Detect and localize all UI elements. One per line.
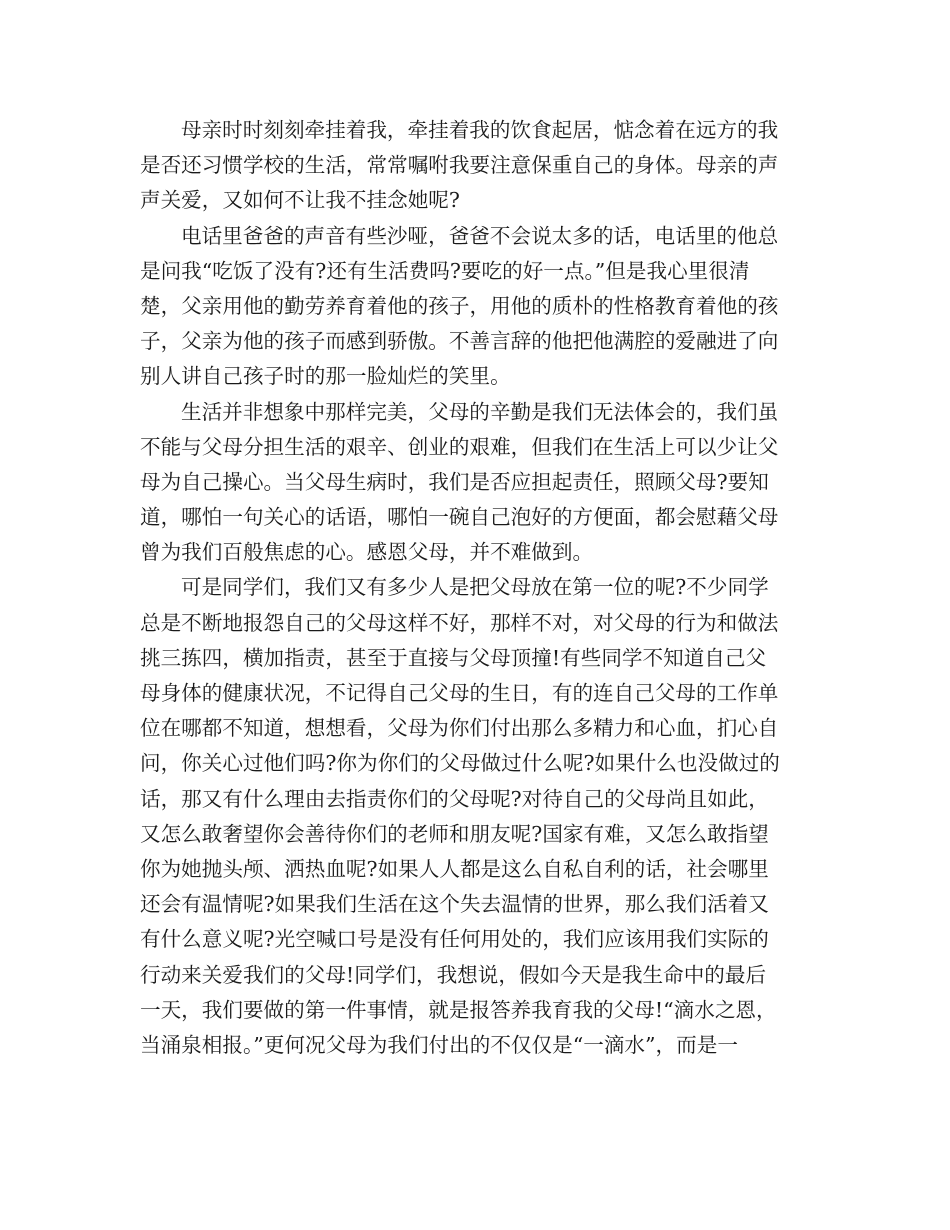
text-line: 电话里爸爸的声音有些沙哑，爸爸不会说太多的话，电话里的他总 [181, 223, 779, 248]
text-line: 楚，父亲用他的勤劳养育着他的孩子，用他的质朴的性格教育着他的孩 [140, 293, 779, 318]
text-line: 子，父亲为他的孩子而感到骄傲。不善言辞的他把他满腔的爱融进了向 [140, 329, 779, 354]
text-line: 可是同学们，我们又有多少人是把父母放在第一位的呢?不少同学 [181, 575, 769, 600]
text-line: 话，那又有什么理由去指责你们的父母呢?对待自己的父母尚且如此， [140, 786, 769, 811]
paragraph [140, 395, 816, 571]
document-page [140, 113, 816, 1063]
text-line: 总是不断地报怨自己的父母这样不好，那样不对，对父母的行为和做法 [140, 610, 779, 635]
text-line: 生活并非想象中那样完美，父母的辛勤是我们无法体会的，我们虽 [181, 399, 779, 424]
text-line: 不能与父母分担生活的艰辛、创业的艰难，但我们在生活上可以少让父 [140, 434, 779, 459]
text-line: 道，哪怕一句关心的话语，哪怕一碗自己泡好的方便面，都会慰藉父母 [140, 505, 779, 530]
text-line: 有什么意义呢?光空喊口号是没有任何用处的，我们应该用我们实际的 [140, 927, 769, 952]
paragraph [140, 219, 816, 395]
text-line: 还会有温情呢?如果我们生活在这个失去温情的世界，那么我们活着又 [140, 892, 769, 917]
text-line: 挑三拣四，横加指责，甚至于直接与父母顶撞!有些同学不知道自己父 [140, 645, 767, 670]
text-line: 行动来关爱我们的父母!同学们，我想说，假如今天是我生命中的最后 [140, 962, 767, 987]
text-line: 一天，我们要做的第一件事情，就是报答养我育我的父母!“滴水之恩， [140, 997, 777, 1022]
text-line: 别人讲自己孩子时的那一脸灿烂的笑里。 [140, 364, 511, 389]
text-line: 母身体的健康状况，不记得自己父母的生日，有的连自己父母的工作单 [140, 681, 779, 705]
paragraph [140, 113, 816, 219]
text-line: 声关爱，又如何不让我不挂念她呢? [140, 188, 460, 213]
text-line: 是问我“吃饭了没有?还有生活费吗?要吃的好一点。”但是我心里很清 [140, 258, 750, 283]
text-line: 母为自己操心。当父母生病时，我们是否应担起责任，照顾父母?要知 [140, 469, 769, 494]
text-line: 位在哪都不知道，想想看，父母为你们付出那么多精力和心血，扪心自 [140, 716, 779, 741]
text-line: 当涌泉相报。”更何况父母为我们付出的不仅仅是“一滴水”，而是一 [140, 1032, 738, 1057]
text-line: 又怎么敢奢望你会善待你们的老师和朋友呢?国家有难，又怎么敢指望 [140, 821, 769, 846]
text-line: 问，你关心过他们吗?你为你们的父母做过什么呢?如果什么也没做过的 [140, 751, 780, 776]
text-line: 你为她抛头颅、洒热血呢?如果人人都是这么自私自利的话，社会哪里 [140, 856, 769, 881]
paragraph [140, 570, 816, 1063]
text-line: 是否还习惯学校的生活，常常嘱咐我要注意保重自己的身体。母亲的声 [140, 153, 779, 178]
text-line: 母亲时时刻刻牵挂着我，牵挂着我的饮食起居，惦念着在远方的我 [181, 118, 779, 142]
text-line: 曾为我们百般焦虑的心。感恩父母，并不难做到。 [140, 540, 594, 565]
